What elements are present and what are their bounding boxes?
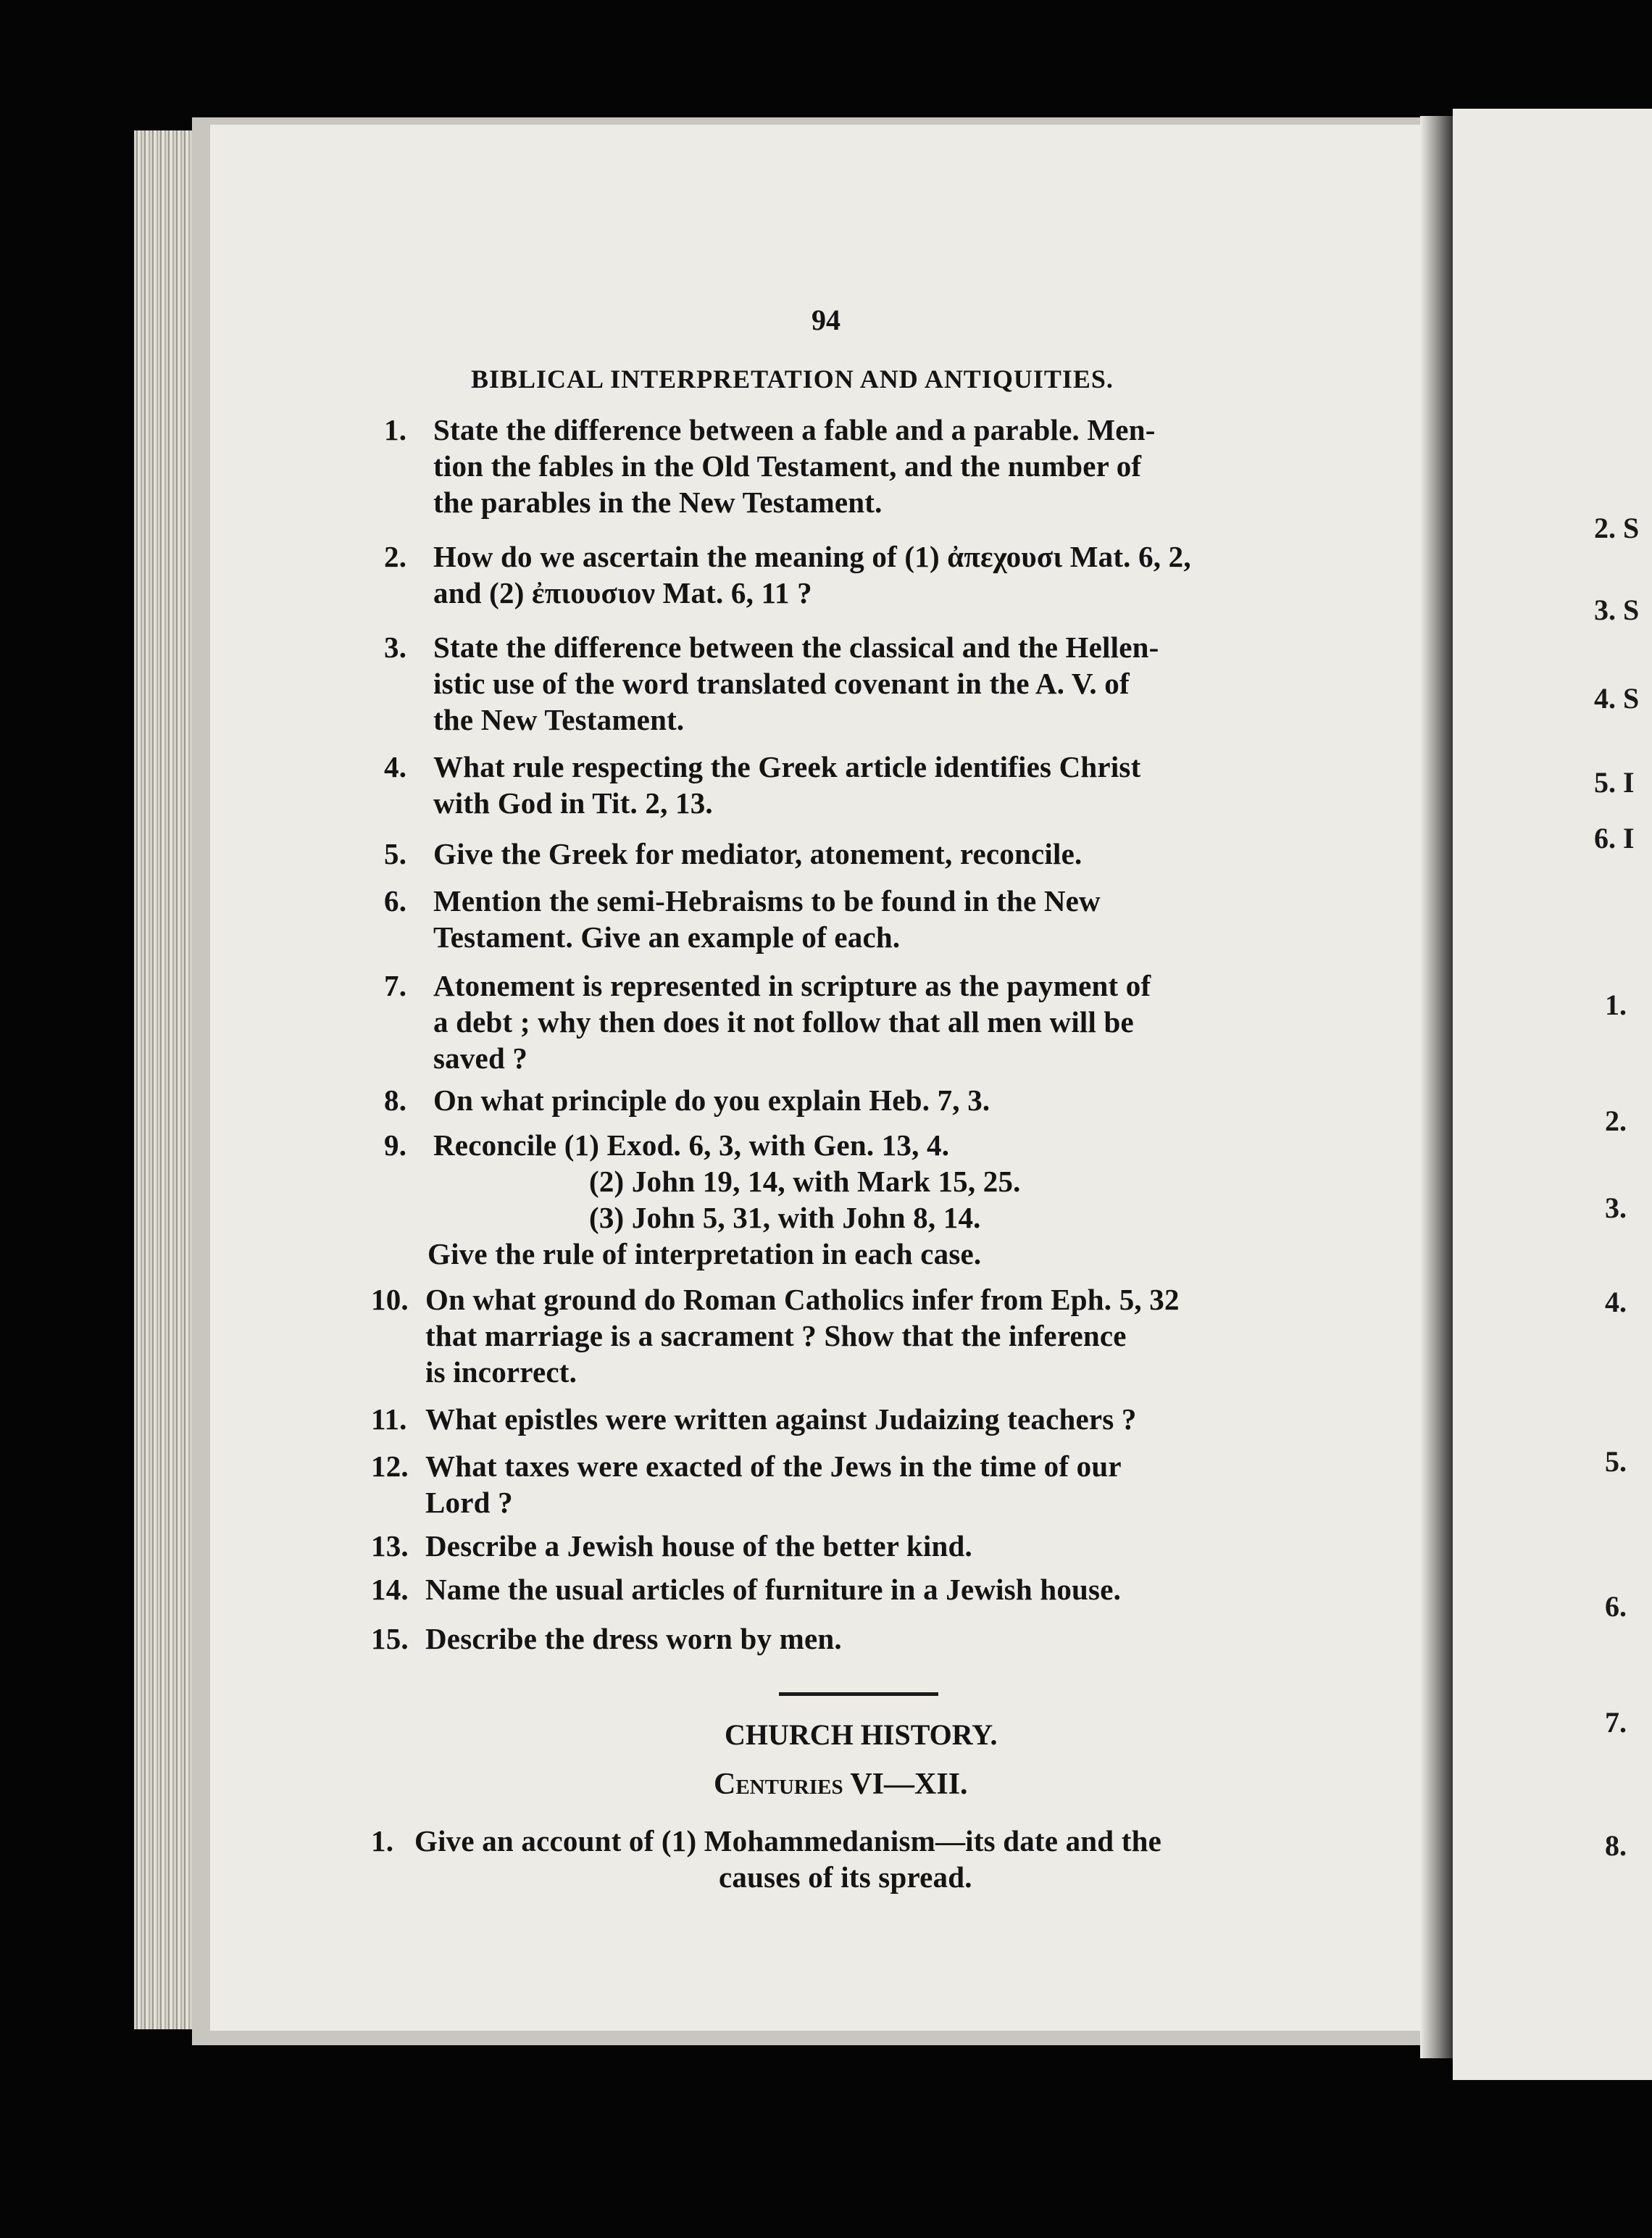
question-item (371, 1281, 1284, 1390)
question-number: 14. (371, 1573, 409, 1606)
facing-page-label: 4. S (1594, 682, 1640, 715)
question-text: Testament. Give an example of each. (433, 920, 901, 954)
question-number: 1. (371, 1824, 394, 1858)
question-text: Atonement is represented in scripture as the payment of (433, 969, 1151, 1002)
page-number: 94 (812, 304, 840, 336)
question-text: the parables in the New Testament. (433, 486, 883, 519)
facing-page-label: 8. (1605, 1829, 1627, 1862)
question-item (384, 1127, 1282, 1272)
question-number: 15. (371, 1622, 409, 1655)
facing-page-label: 5. (1605, 1445, 1627, 1478)
question-item (371, 1571, 1284, 1607)
question-number: 3. (384, 631, 407, 664)
question-text: Describe a Jewish house of the better kind. (425, 1529, 972, 1563)
question-text: Lord ? (425, 1486, 513, 1519)
question-number: 8. (384, 1083, 407, 1117)
question-text: tion the fables in the Old Testament, and the number of (433, 449, 1142, 483)
question-text: Mention the semi-Hebraisms to be found in the New (433, 884, 1101, 918)
question-text: Name the usual articles of furniture in a Jewish house. (425, 1573, 1122, 1606)
question-text: a debt ; why then does it not follow that all men will be (433, 1005, 1134, 1039)
church-history-title: CHURCH HISTORY. (725, 1718, 998, 1751)
question-text: What taxes were exacted of the Jews in the time of our (425, 1449, 1122, 1483)
question-item (384, 968, 1282, 1076)
question-number: 2. (384, 540, 407, 573)
question-text: and (2) ἐπιουσιον Mat. 6, 11 ? (433, 576, 812, 610)
question-item (384, 412, 1282, 520)
question-text: State the difference between a fable and a parable. Men- (433, 413, 1156, 446)
facing-page-label: 7. (1605, 1706, 1627, 1739)
question-number: 7. (384, 969, 407, 1002)
question-text: Describe the dress worn by men. (425, 1622, 842, 1655)
facing-page-label: 2. (1605, 1105, 1627, 1137)
facing-page-label: 3. (1605, 1191, 1627, 1224)
question-number: 9. (384, 1128, 407, 1162)
question-text: (2) John 19, 14, with Mark 15, 25. (589, 1165, 1021, 1198)
facing-page-label: 5. I (1594, 766, 1635, 799)
question-text: Reconcile (1) Exod. 6, 3, with Gen. 13, 4. (433, 1128, 950, 1162)
question-text: What rule respecting the Greek article identifies Christ (433, 750, 1141, 783)
question-text: (3) John 5, 31, with John 8, 14. (589, 1201, 981, 1234)
question-text: causes of its spread. (719, 1860, 972, 1894)
question-number: 10. (371, 1283, 409, 1316)
question-text: is incorrect. (425, 1355, 577, 1389)
question-text: istic use of the word translated covenant in the A. V. of (433, 667, 1130, 700)
question-text: that marriage is a sacrament ? Show that the inference (425, 1319, 1127, 1352)
question-number: 5. (384, 837, 407, 870)
question-number: 1. (384, 413, 407, 446)
question-text: On what ground do Roman Catholics infer from Eph. 5, 32 (425, 1283, 1180, 1316)
facing-page-label: 6. (1605, 1590, 1627, 1623)
question-text: Give an account of (1) Mohammedanism—its date and the (414, 1824, 1162, 1858)
question-item (384, 836, 1282, 872)
section-title: BIBLICAL INTERPRETATION AND ANTIQUITIES. (471, 365, 1114, 394)
question-number: 12. (371, 1449, 409, 1483)
question-item (371, 1823, 1298, 1895)
centuries-subtitle: Centuries VI—XII. (714, 1768, 968, 1801)
question-item (384, 538, 1282, 611)
question-item (384, 629, 1282, 738)
question-item (384, 749, 1282, 821)
section-divider (779, 1692, 938, 1696)
question-item (384, 1082, 1282, 1118)
facing-page-label: 4. (1605, 1286, 1627, 1318)
question-text: Give the Greek for mediator, atonement, reconcile. (433, 837, 1082, 870)
question-item (371, 1528, 1284, 1564)
question-text: State the difference between the classical and the Hellen- (433, 631, 1159, 664)
question-text: with God in Tit. 2, 13. (433, 786, 713, 820)
question-number: 4. (384, 750, 407, 783)
question-text: How do we ascertain the meaning of (1) ἀπεχουσι Mat. 6, 2, (433, 540, 1191, 573)
question-text: On what principle do you explain Heb. 7, 3. (433, 1083, 990, 1117)
facing-page-label: 2. S (1594, 512, 1640, 544)
question-text: What epistles were written against Judaizing teachers ? (425, 1402, 1137, 1436)
question-item (371, 1621, 1284, 1657)
facing-page-label: 6. I (1594, 822, 1635, 854)
question-item (371, 1448, 1284, 1521)
question-text: Give the rule of interpretation in each case. (427, 1237, 982, 1270)
question-number: 13. (371, 1529, 409, 1563)
facing-page-label: 1. (1605, 989, 1627, 1021)
question-text: saved ? (433, 1041, 528, 1075)
question-text: the New Testament. (433, 703, 685, 736)
facing-page-label: 3. S (1594, 594, 1640, 626)
question-number: 11. (371, 1402, 407, 1436)
question-item (384, 883, 1282, 955)
question-item (371, 1401, 1284, 1437)
question-number: 6. (384, 884, 407, 918)
